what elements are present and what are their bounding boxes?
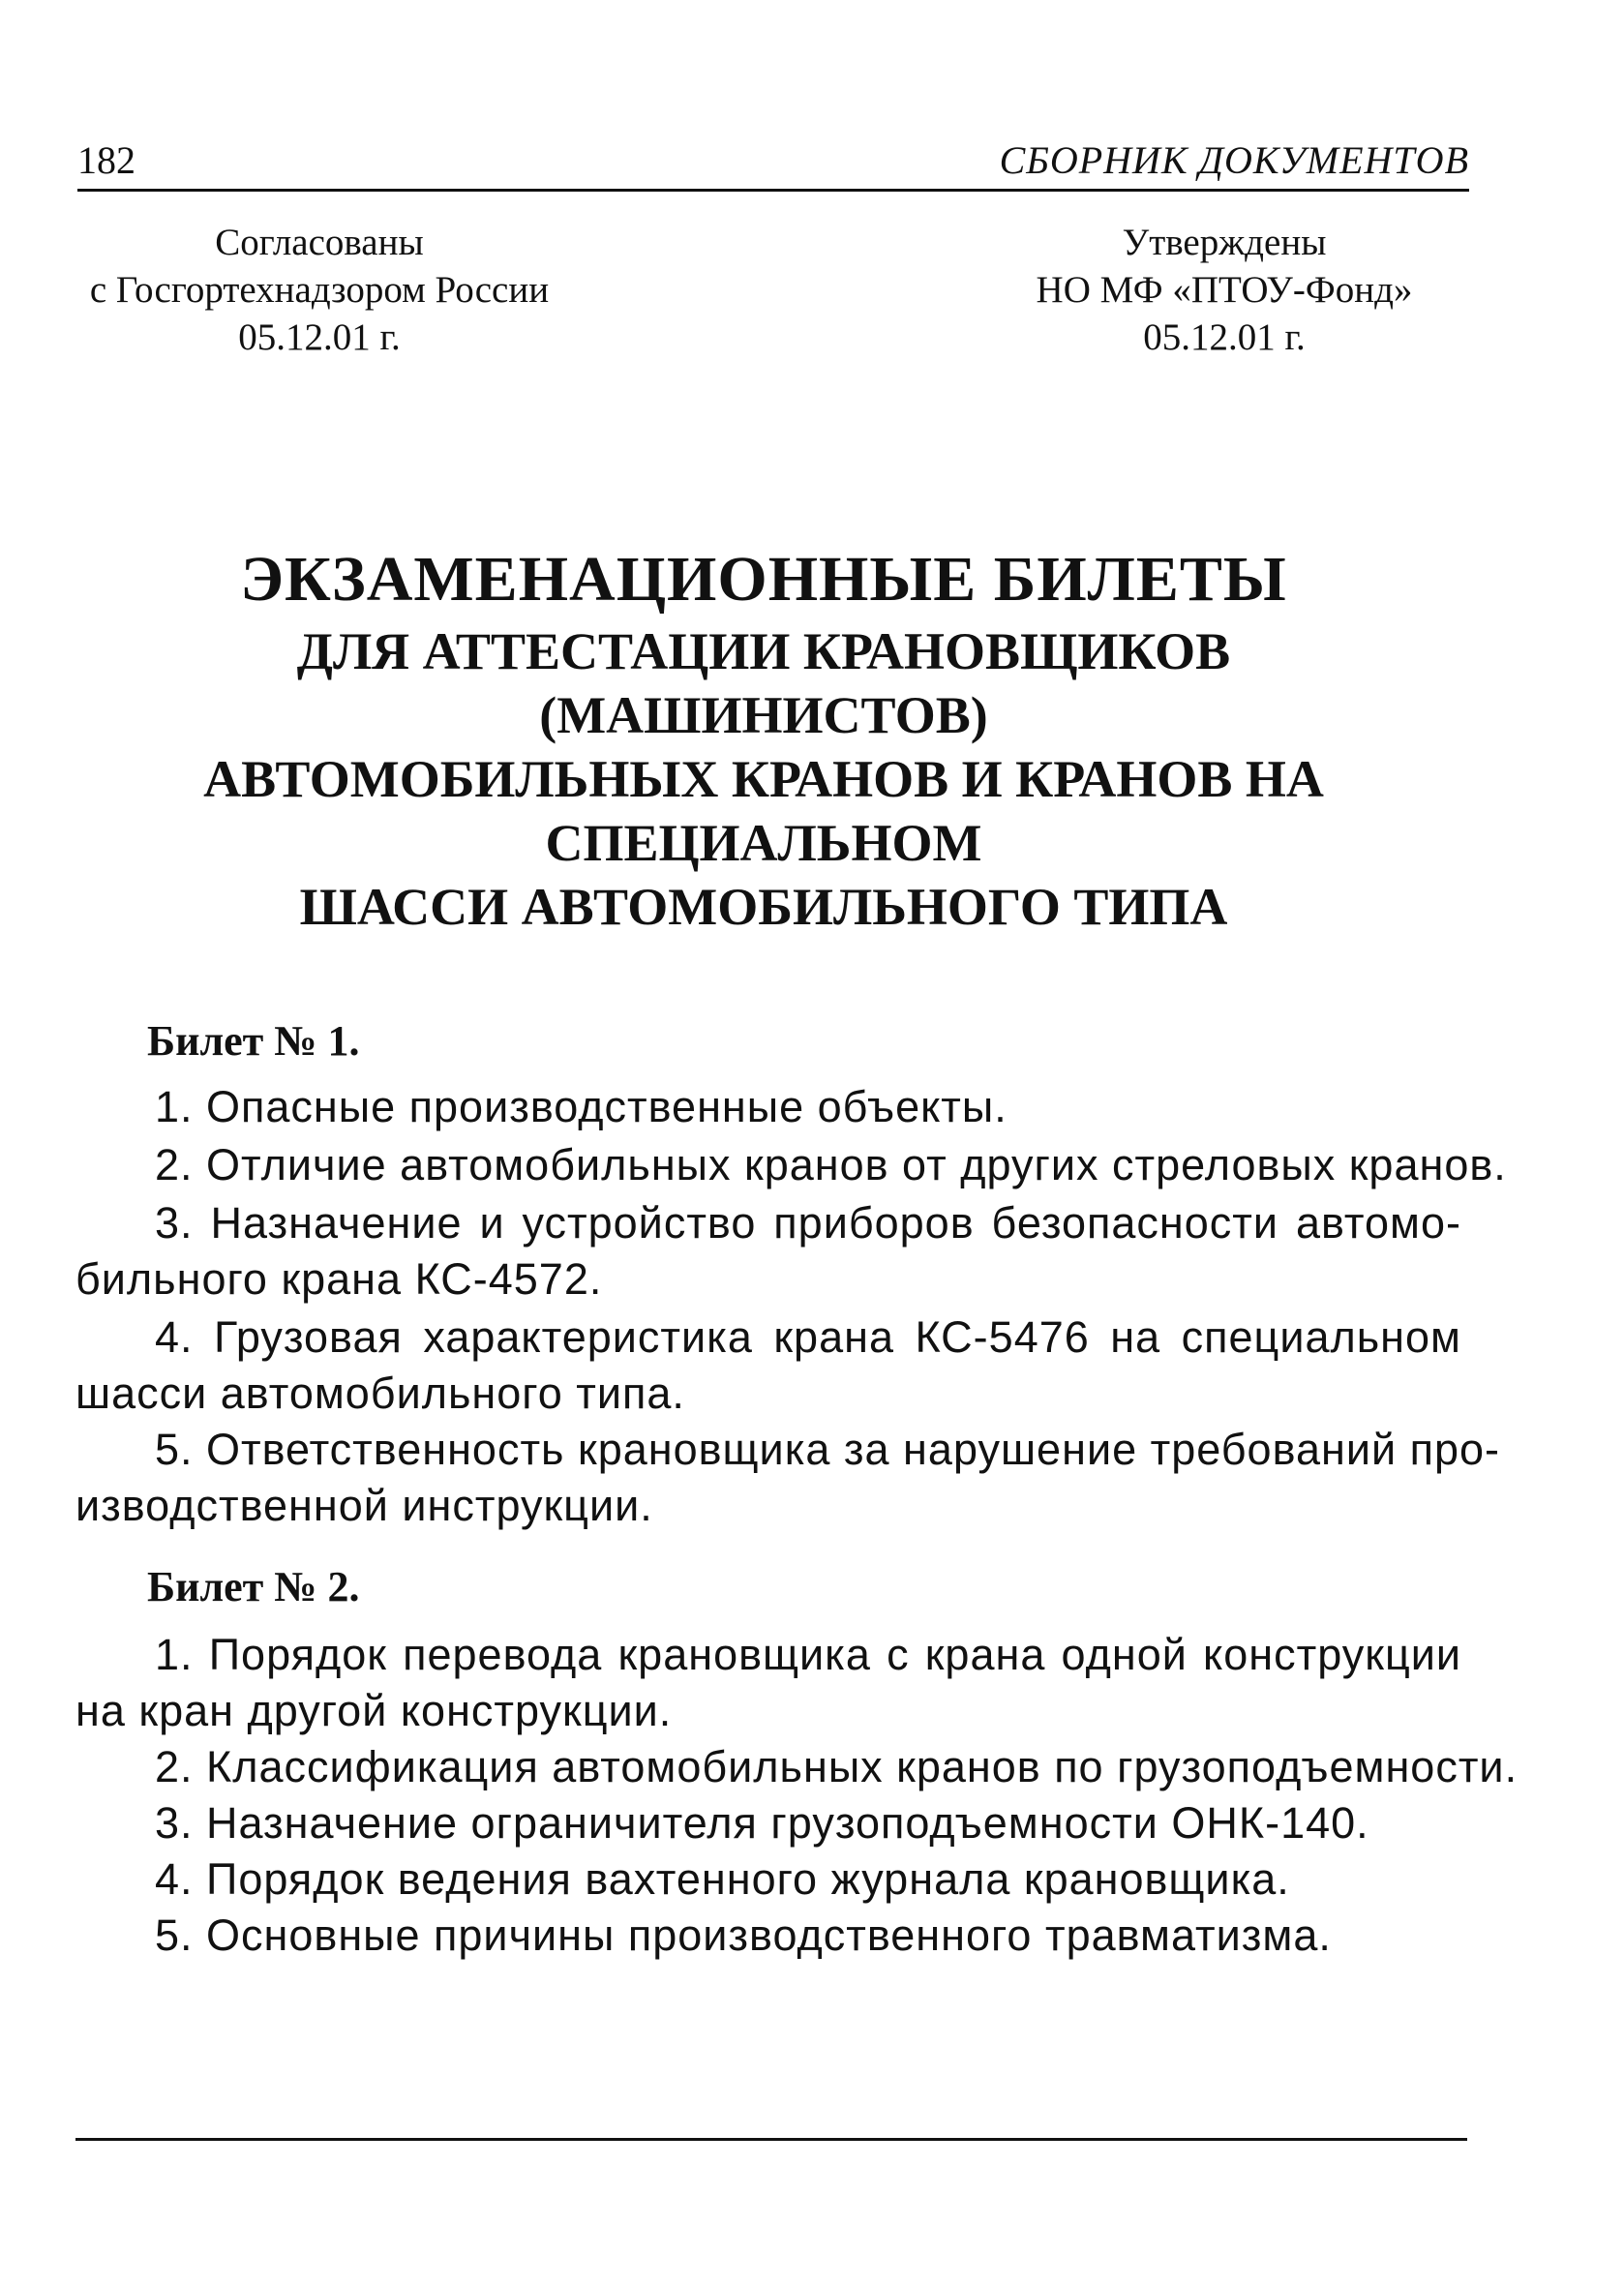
approval-approved-block	[1016, 219, 1432, 361]
ticket-1-line: 3. Назначение и устройство приборов безопасности автомо-	[155, 1198, 1461, 1248]
approval-agreed-label: Согласованы	[215, 222, 424, 263]
document-title	[97, 540, 1430, 939]
approval-agreed-block	[68, 219, 571, 361]
ticket-2-line: 3. Назначение ограничителя грузоподъемности ОНК-140.	[155, 1798, 1369, 1848]
page-number: 182	[77, 138, 135, 182]
title-line-2: ДЛЯ АТТЕСТАЦИИ КРАНОВЩИКОВ (МАШИНИСТОВ)	[296, 622, 1231, 744]
approval-agreed-authority: с Госгортехнадзором России	[89, 269, 550, 311]
bottom-rule	[75, 2138, 1467, 2141]
ticket-1-line: 1. Опасные производственные объекты.	[155, 1082, 1007, 1131]
approval-approved-label: Утверждены	[1122, 222, 1327, 263]
ticket-2-line: 5. Основные причины производственного травматизма.	[155, 1910, 1332, 1960]
ticket-1-line: шасси автомобильного типа.	[75, 1369, 685, 1418]
ticket-2-line: на кран другой конструкции.	[75, 1686, 673, 1735]
ticket-1-line: 2. Отличие автомобильных кранов от других стреловых кранов.	[155, 1140, 1507, 1189]
running-title: СБОРНИК ДОКУМЕНТОВ	[999, 138, 1469, 182]
approval-approved-date: 05.12.01 г.	[1143, 316, 1306, 358]
ticket-2-heading: Билет № 2.	[147, 1563, 360, 1610]
header-rule	[77, 189, 1469, 192]
title-line-1: ЭКЗАМЕНАЦИОННЫЕ БИЛЕТЫ	[240, 544, 1287, 615]
ticket-2-line: 2. Классификация автомобильных кранов по грузоподъемности.	[155, 1742, 1519, 1791]
ticket-1-line: бильного крана КС-4572.	[75, 1254, 603, 1304]
title-line-4: ШАССИ АВТОМОБИЛЬНОГО ТИПА	[299, 878, 1228, 936]
title-line-3: АВТОМОБИЛЬНЫХ КРАНОВ И КРАНОВ НА СПЕЦИАЛЬНОМ	[203, 750, 1324, 872]
ticket-1-line: 4. Грузовая характеристика крана КС-5476 на специальном	[155, 1312, 1461, 1362]
ticket-1-line: изводственной инструкции.	[75, 1481, 653, 1530]
ticket-2-line: 1. Порядок перевода крановщика с крана одной конструкции	[155, 1630, 1461, 1679]
approval-agreed-date: 05.12.01 г.	[238, 316, 401, 358]
approval-approved-authority: НО МФ «ПТОУ-Фонд»	[1036, 269, 1413, 311]
ticket-1-heading: Билет № 1.	[147, 1017, 360, 1065]
ticket-2-line: 4. Порядок ведения вахтенного журнала крановщика.	[155, 1854, 1290, 1904]
ticket-1-line: 5. Ответственность крановщика за нарушение требований про-	[155, 1425, 1501, 1474]
